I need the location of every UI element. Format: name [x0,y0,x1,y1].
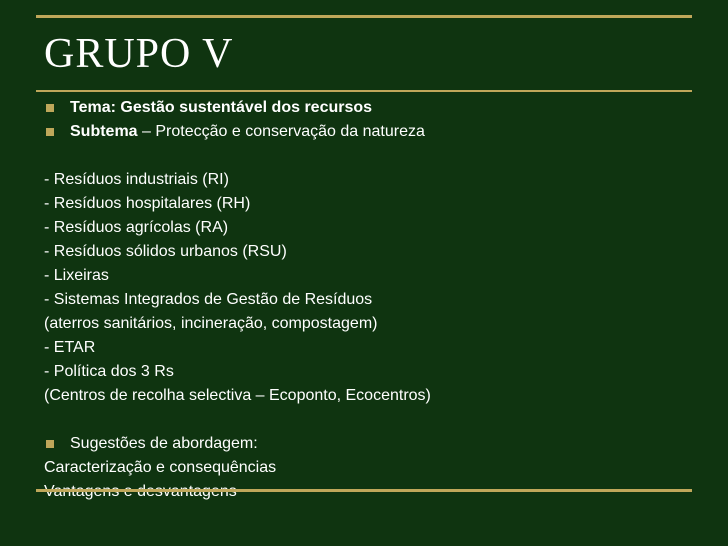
list-item: - Lixeiras [44,267,109,284]
list-item: - ETAR [44,339,96,356]
list-item: - Sistemas Integrados de Gestão de Resíduos [44,291,373,308]
slide-body [44,96,704,504]
list-item: Caracterização e consequências [44,459,277,476]
bullet-sugestoes [44,432,704,456]
bullet-subtema [44,120,704,144]
list-item: - Resíduos sólidos urbanos (RSU) [44,243,287,260]
sugestoes-text: Sugestões de abordagem: [70,435,258,452]
list-item: - Resíduos agrícolas (RA) [44,219,229,236]
square-bullet-icon [46,128,54,136]
list-item [44,480,704,504]
top-rule [36,15,692,18]
slide-title: GRUPO V [44,31,234,77]
list-item: - Resíduos hospitalares (RH) [44,195,251,212]
bullet-tema [44,96,704,120]
title-underline [36,90,692,92]
spacer [44,408,704,432]
square-bullet-icon [46,104,54,112]
list-item: (aterros sanitários, incineração, compostagem) [44,315,378,332]
list-item: (Centros de recolha selectiva – Ecoponto, Ecocentros) [44,387,431,404]
subtema-label: Subtema [70,123,138,140]
spacer [44,144,704,168]
subtema-text: – Protecção e conservação da natureza [137,123,425,140]
list-item: - Política dos 3 Rs [44,363,174,380]
square-bullet-icon [46,440,54,448]
bottom-rule [36,489,692,492]
list-item: - Resíduos industriais (RI) [44,171,229,188]
tema-text: Tema: Gestão sustentável dos recursos [70,99,373,116]
